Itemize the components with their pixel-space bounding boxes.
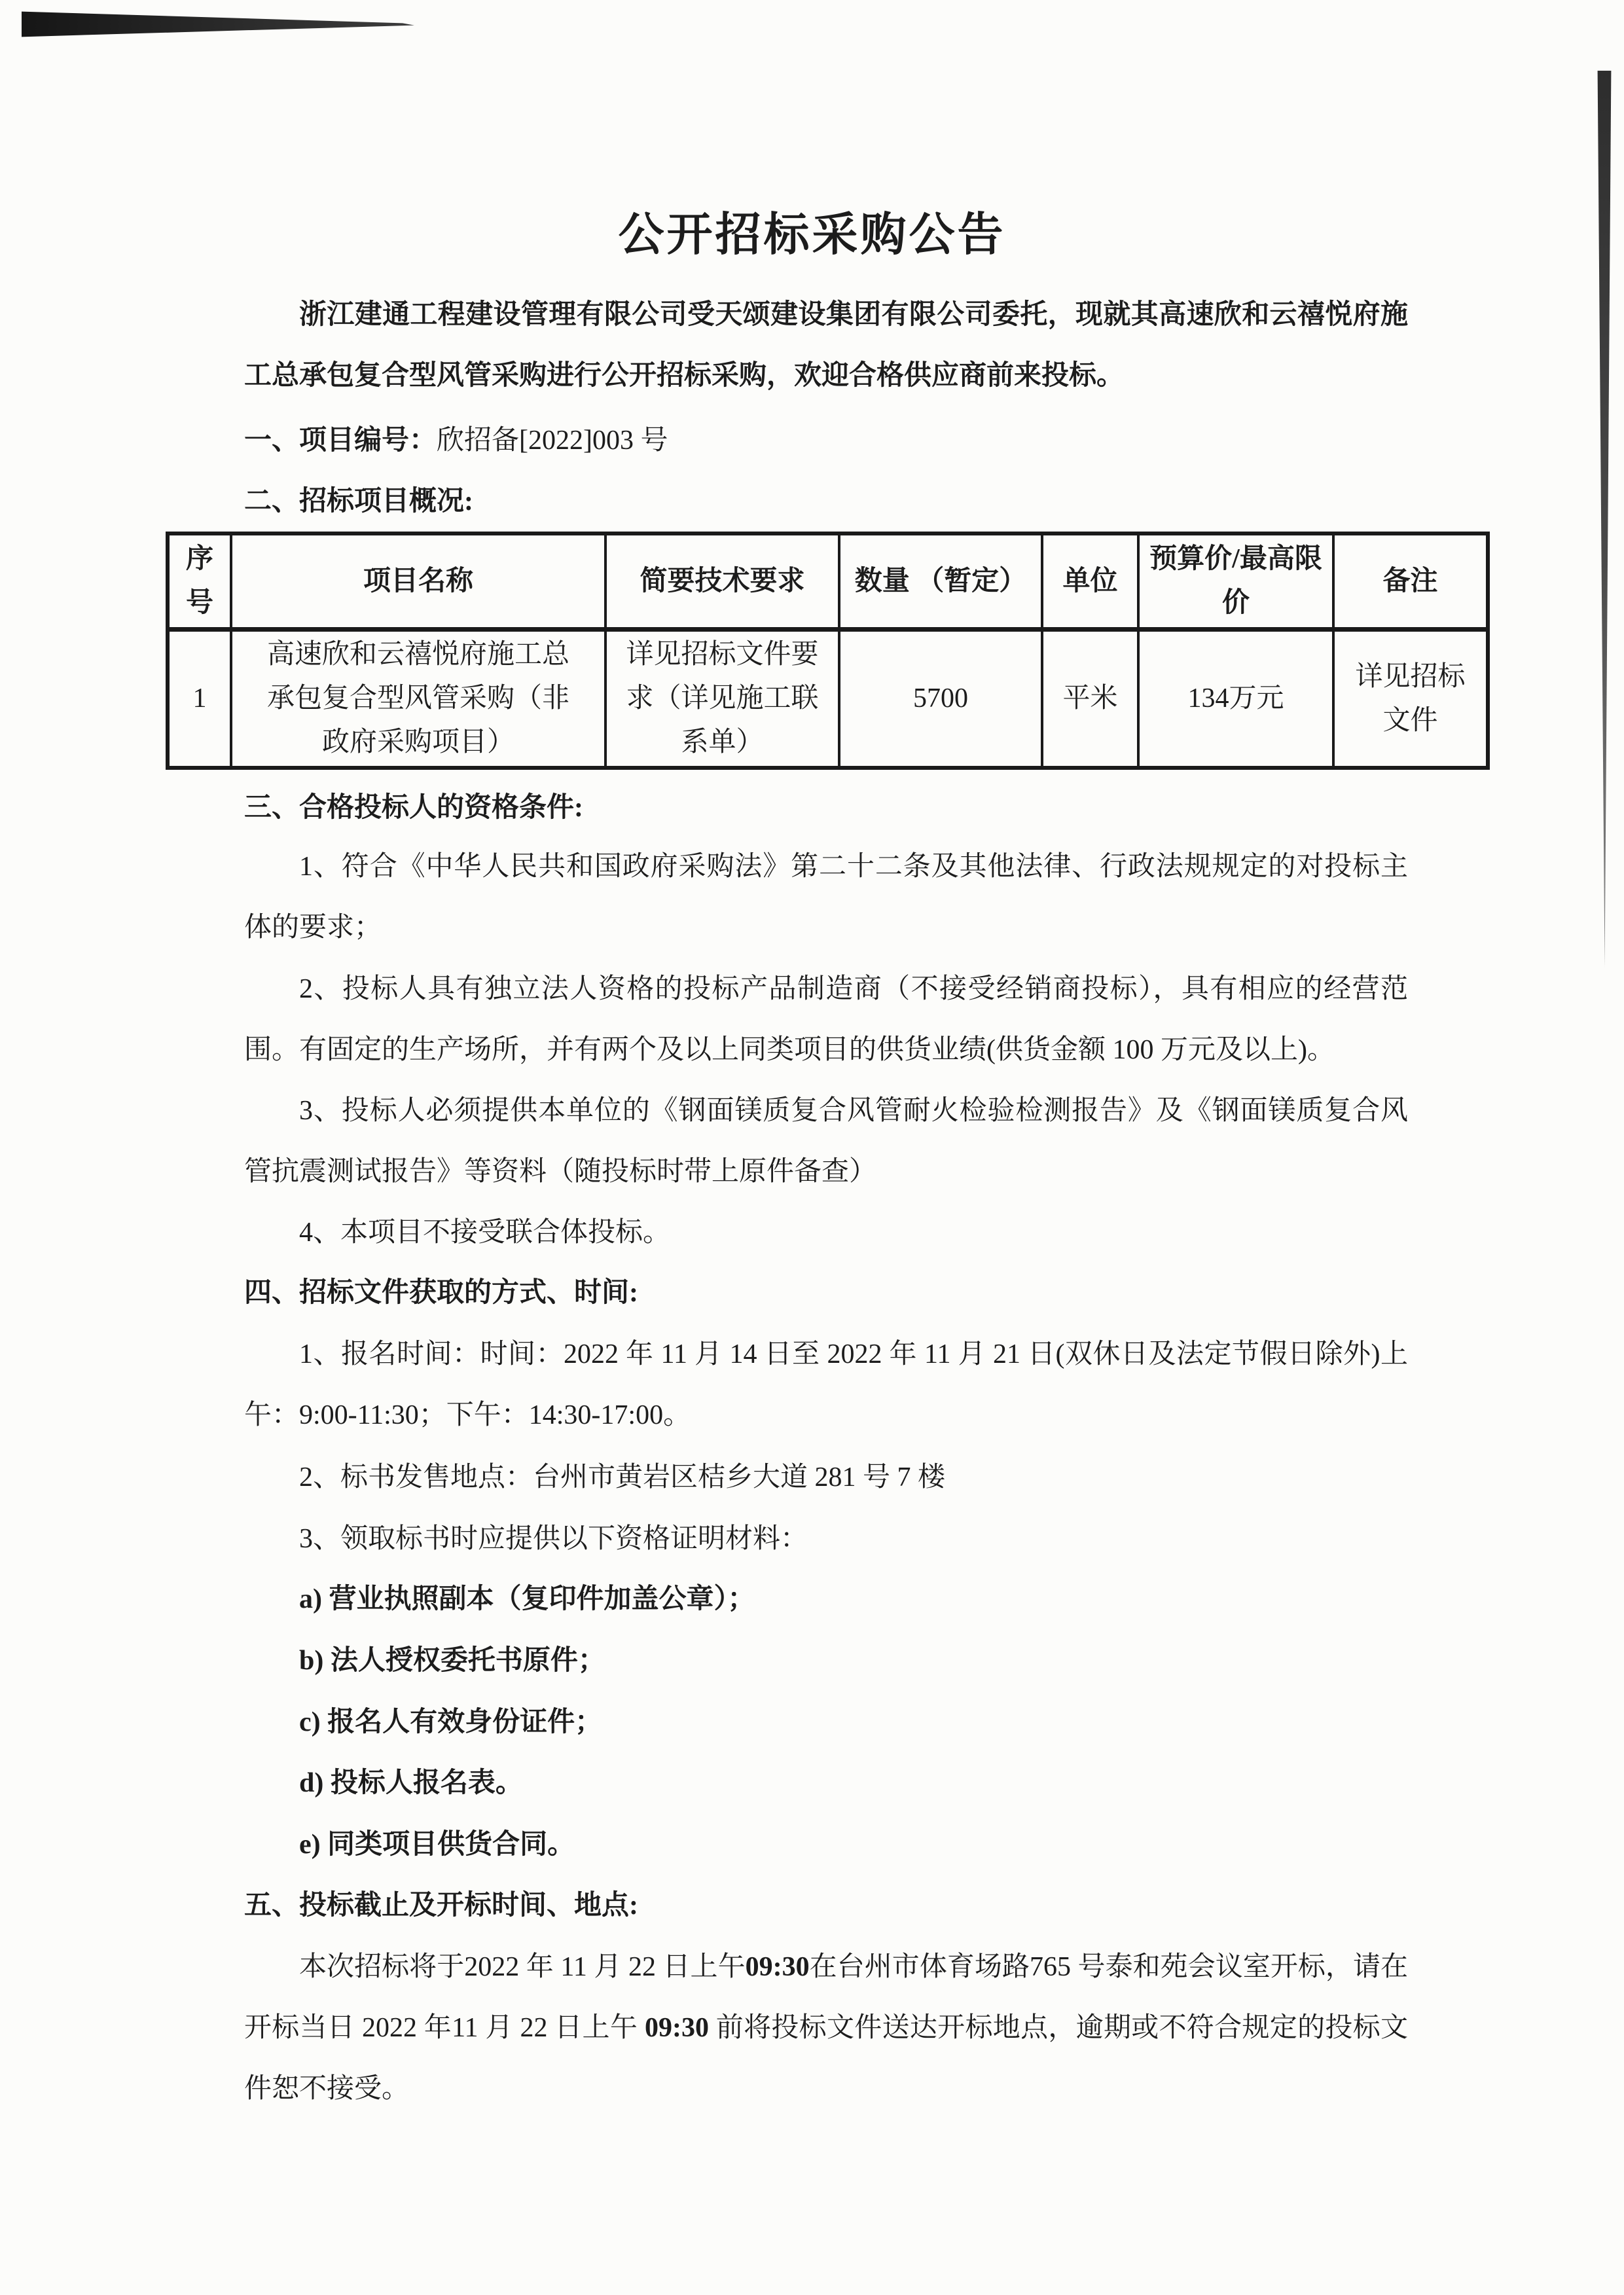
material-item-a: a) 营业执照副本（复印件加盖公章）； bbox=[299, 1584, 755, 1614]
qualification-item-2: 2、投标人具有独立法人资格的投标产品制造商（不接受经销商投标），具有相应的经营范围。有固定的生产场所，并有两个及以上同类项目的供货业绩(供货金额 100 万元及以上)。 bbox=[244, 974, 1408, 1065]
material-item-e: e) 同类项目供货合同。 bbox=[299, 1830, 575, 1860]
intro-paragraph: 浙江建通工程建设管理有限公司受天颂建设集团有限公司委托，现就其高速欣和云禧悦府施工总承包复合型风管采购进行公开招标采购，欢迎合格供应商前来投标。 bbox=[244, 300, 1408, 391]
table-header-unit: 单位 bbox=[1042, 533, 1138, 630]
documents-item-3: 3、领取标书时应提供以下资格证明材料： bbox=[299, 1524, 808, 1554]
table-header-qty: 数量 （暂定） bbox=[839, 533, 1042, 630]
material-item-b: b) 法人授权委托书原件； bbox=[299, 1646, 605, 1676]
material-item-c: c) 报名人有效身份证件； bbox=[299, 1707, 603, 1737]
table-header-remark: 备注 bbox=[1333, 533, 1488, 630]
table-header-name: 项目名称 bbox=[231, 533, 605, 630]
opening-paragraph: 本次招标将于2022 年 11 月 22 日上午09:30在台州市体育场路765 号泰和苑会议室开标，请在开标当日 2022 年11 月 22 日上午 09:30 前将投标文件送达开标地点，逾期或不符合规定的投标文件恕不接受。 bbox=[244, 1952, 1408, 2104]
section-qualification-heading: 三、合格投标人的资格条件: bbox=[244, 793, 583, 823]
qualification-item-3: 3、投标人必须提供本单位的《钢面镁质复合风管耐火检验检测报告》及《钢面镁质复合风管抗震测试报告》等资料（随投标时带上原件备查） bbox=[244, 1096, 1408, 1187]
page-title: 公开招标采购公告 bbox=[618, 210, 1006, 261]
project-number-label: 一、项目编号： bbox=[244, 425, 437, 456]
cell-remark: 详见招标文件 bbox=[1333, 630, 1488, 768]
section-opening-heading: 五、投标截止及开标时间、地点: bbox=[244, 1890, 638, 1921]
cell-project-name: 高速欣和云禧悦府施工总承包复合型风管采购（非政府采购项目） bbox=[231, 630, 605, 768]
table-header-seq: 序号 bbox=[168, 533, 231, 630]
cell-quantity: 5700 bbox=[839, 630, 1042, 768]
project-number-value: 欣招备[2022]003 号 bbox=[437, 425, 668, 456]
section-project-number bbox=[244, 410, 1408, 471]
cell-unit: 平米 bbox=[1042, 630, 1138, 768]
section-overview-heading: 二、招标项目概况: bbox=[244, 486, 473, 516]
cell-tech-requirements: 详见招标文件要求（详见施工联系单） bbox=[605, 630, 839, 768]
project-overview-table bbox=[166, 532, 1490, 770]
qualification-item-1: 1、符合《中华人民共和国政府采购法》第二十二条及其他法律、行政法规规定的对投标主体的要求； bbox=[244, 852, 1408, 943]
table-header-budget: 预算价/最高限价 bbox=[1138, 533, 1333, 630]
cell-budget: 134万元 bbox=[1138, 630, 1333, 768]
documents-item-2: 2、标书发售地点：台州市黄岩区桔乡大道 281 号 7 楼 bbox=[299, 1462, 946, 1492]
documents-item-1: 1、报名时间：时间：2022 年 11 月 14 日至 2022 年 11 月 21 日(双休日及法定节假日除外)上午：9:00-11:30；下午：14:30-17:00。 bbox=[244, 1339, 1408, 1430]
section-documents-heading: 四、招标文件获取的方式、时间: bbox=[244, 1278, 638, 1308]
scan-artifact-top-left-streak bbox=[22, 10, 414, 38]
material-item-d: d) 投标人报名表。 bbox=[299, 1768, 523, 1798]
cell-seq: 1 bbox=[168, 630, 231, 768]
table-header-row bbox=[168, 533, 1488, 630]
table-header-tech: 简要技术要求 bbox=[605, 533, 839, 630]
table-row bbox=[168, 630, 1488, 768]
qualification-item-4: 4、本项目不接受联合体投标。 bbox=[299, 1218, 671, 1248]
